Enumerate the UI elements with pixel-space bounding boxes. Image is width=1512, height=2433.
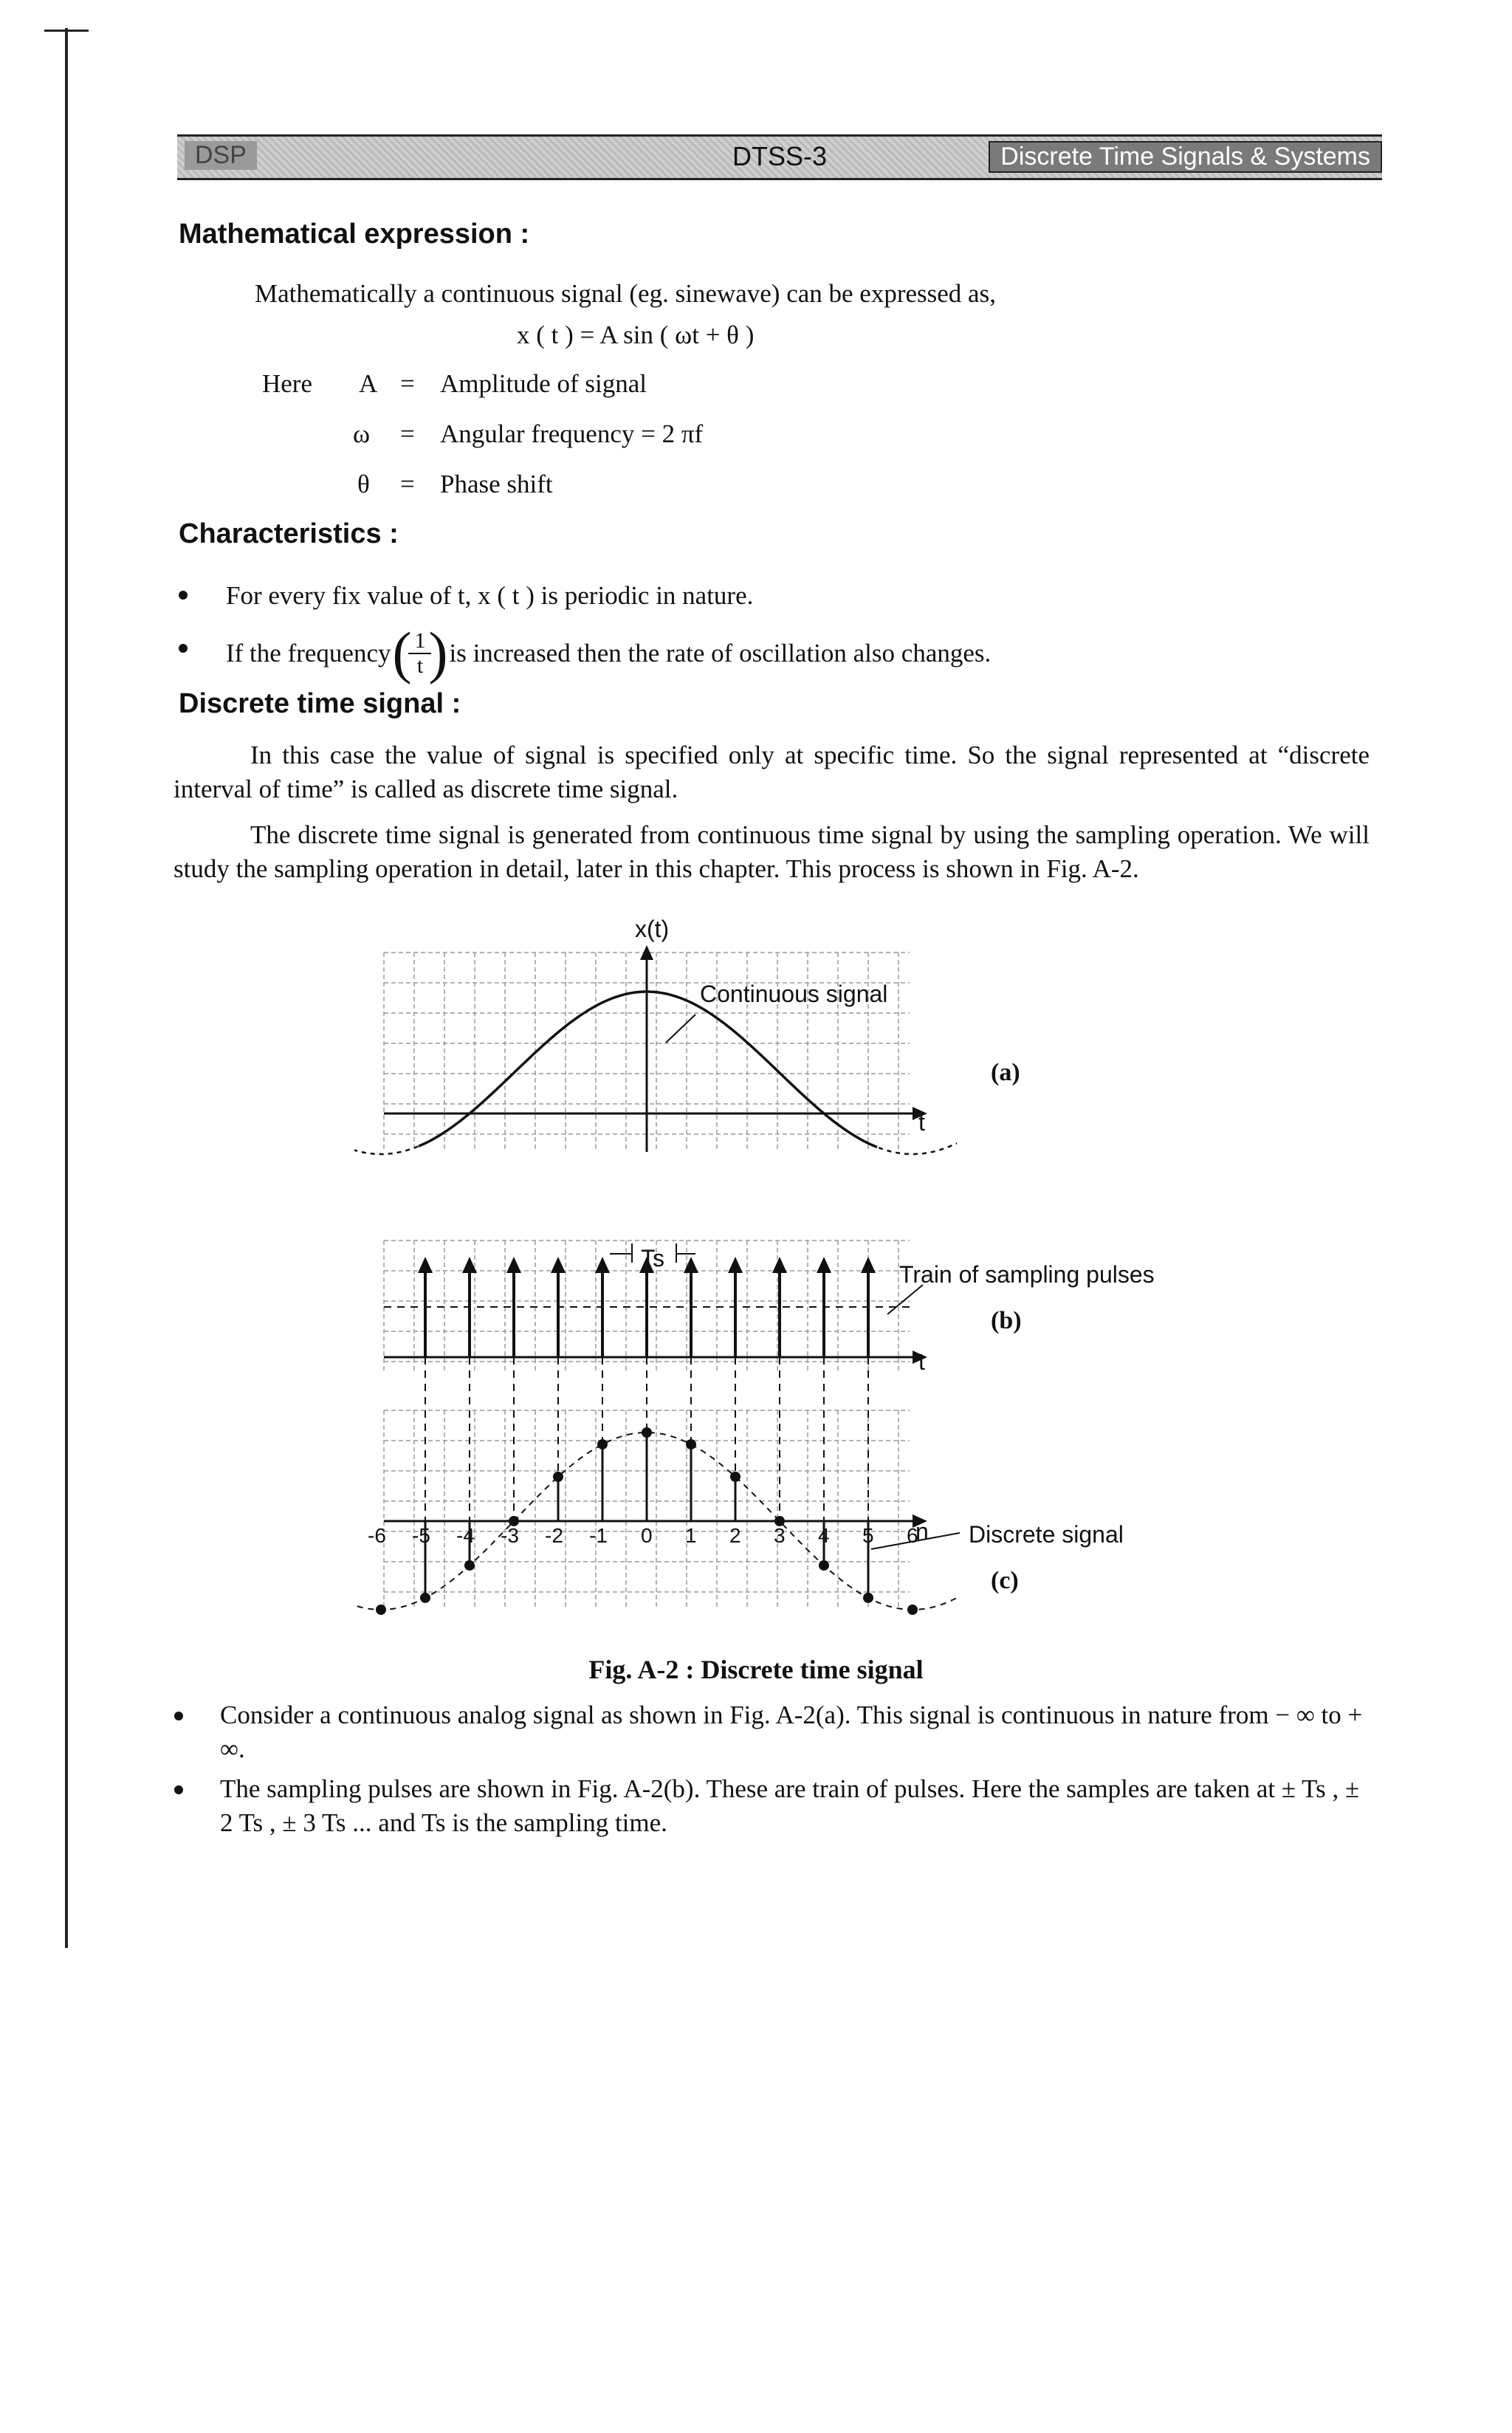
figure-a2	[354, 916, 1226, 1654]
sine-equation: x ( t ) = A sin ( ωt + θ )	[517, 320, 755, 349]
n-tick-label: -6	[368, 1524, 386, 1547]
sampling-pulse-arrowhead	[728, 1257, 743, 1273]
paren-right: )	[428, 620, 448, 684]
sampling-pulse-arrowhead	[551, 1257, 566, 1273]
sampling-pulse-arrowhead	[861, 1257, 876, 1273]
sampling-pulse-arrowhead	[817, 1257, 831, 1273]
figure-caption: Fig. A-2 : Discrete time signal	[588, 1655, 924, 1684]
n-tick-label: 4	[818, 1524, 830, 1547]
characteristic-bullet-1: For every fix value of t, x ( t ) is periodic in nature.	[226, 581, 754, 610]
bullet-dot	[179, 644, 188, 653]
discrete-sample-point	[376, 1605, 386, 1615]
discrete-sample-point	[819, 1560, 829, 1571]
discrete-sample-point	[420, 1593, 430, 1603]
bullet-dot	[174, 1712, 183, 1720]
discrete-sample-point	[686, 1439, 696, 1449]
discrete-paragraph-2: The discrete time signal is generated from continuous time signal by using the sampling operation. We will study the sampling operation in detail, later in this chapter. This process is shown in Fig. A-2.	[173, 820, 1370, 883]
def-text-angular-frequency: Angular frequency = 2 πf	[440, 419, 704, 448]
subfigure-label-b: (b)	[991, 1307, 1022, 1334]
discrete-sample-point	[464, 1560, 475, 1571]
heading-characteristics: Characteristics :	[179, 518, 399, 549]
math-intro: Mathematically a continuous signal (eg. sinewave) can be expressed as,	[255, 279, 996, 308]
discrete-sample-point	[553, 1472, 563, 1482]
discrete-sample-point	[907, 1605, 918, 1615]
def-text-amplitude: Amplitude of signal	[440, 369, 647, 398]
def-symbol-theta: θ	[357, 470, 370, 498]
here-label: Here	[262, 369, 313, 398]
bottom-bullet-2: The sampling pulses are shown in Fig. A-2(b). These are train of pulses. Here the samples are taken at ± Ts , ± 2 Ts , ± 3 Ts ... and Ts is the sampling time.	[220, 1774, 1360, 1837]
header-chapter-title: Discrete Time Signals & Systems	[989, 141, 1382, 173]
def-equals: =	[400, 369, 415, 398]
paren-left: (	[392, 620, 412, 684]
sampling-pulse-arrowhead	[418, 1257, 433, 1273]
def-text-phase-shift: Phase shift	[440, 470, 553, 498]
fraction-one-over-t	[392, 620, 448, 684]
n-tick-label: -5	[412, 1524, 430, 1547]
header-left-tag: DSP	[185, 141, 257, 170]
sampling-interval-ts-label: Ts	[641, 1245, 664, 1272]
bullet-dot	[179, 591, 188, 600]
subfigure-label-a: (a)	[991, 1059, 1020, 1086]
discrete-sample-point	[730, 1472, 740, 1482]
n-tick-label: 1	[685, 1524, 697, 1547]
n-tick-label: -4	[456, 1524, 475, 1547]
discrete-sample-point	[597, 1439, 608, 1449]
xt-axis-label: x(t)	[635, 916, 670, 942]
sampling-pulse-arrowhead	[506, 1257, 521, 1273]
train-of-pulses-label: Train of sampling pulses	[899, 1261, 1155, 1288]
continuous-signal-label: Continuous signal	[700, 981, 888, 1007]
n-tick-label: 6	[907, 1524, 918, 1547]
characteristic-bullet-2	[226, 620, 992, 684]
def-symbol-amplitude: A	[359, 369, 378, 398]
bullet-dot	[174, 1785, 183, 1794]
n-tick-label: -1	[589, 1524, 608, 1547]
discrete-signal-label: Discrete signal	[969, 1521, 1124, 1548]
header-page-number: DTSS-3	[732, 141, 828, 171]
running-header	[177, 134, 1382, 180]
sampling-pulse-arrowhead	[772, 1257, 787, 1273]
margin-tick	[44, 30, 89, 32]
n-tick-label: 0	[641, 1524, 653, 1547]
continuous-signal-dashed-right	[870, 1143, 957, 1154]
bullet2-pre: If the frequency	[226, 639, 391, 668]
bottom-bullet-1: Consider a continuous analog signal as shown in Fig. A-2(a). This signal is continuous in nature from − ∞ to + ∞.	[220, 1701, 1363, 1763]
n-tick-label: 2	[729, 1524, 741, 1547]
t-axis-label-b: t	[918, 1348, 925, 1375]
n-axis-label: n	[915, 1518, 929, 1545]
fraction-numerator: 1	[408, 629, 431, 654]
sampling-pulse-arrowhead	[684, 1257, 698, 1273]
subfigure-label-c: (c)	[991, 1567, 1019, 1594]
discrete-sample-point	[642, 1427, 652, 1438]
fraction-denominator: t	[416, 653, 424, 678]
n-tick-label: 3	[774, 1524, 786, 1547]
def-symbol-omega: ω	[353, 419, 371, 448]
n-tick-label: 5	[862, 1524, 874, 1547]
train-pointer	[887, 1285, 923, 1314]
discrete-sample-point	[863, 1593, 873, 1603]
t-axis-label-a: t	[918, 1109, 925, 1136]
sampling-pulse-arrowhead	[595, 1257, 610, 1273]
n-tick-label: -3	[501, 1524, 519, 1547]
heading-mathematical-expression: Mathematical expression :	[179, 219, 530, 250]
def-equals: =	[400, 419, 415, 448]
n-tick-label: -2	[545, 1524, 563, 1547]
heading-discrete-time-signal: Discrete time signal :	[179, 688, 461, 719]
continuous-signal-pointer	[666, 1015, 695, 1043]
def-equals: =	[400, 470, 415, 498]
bullet2-post: is increased then the rate of oscillation also changes.	[449, 639, 992, 668]
discrete-paragraph-1: In this case the value of signal is specified only at specific time. So the signal represented at “discrete interval of time” is called as discrete time signal.	[173, 741, 1370, 803]
